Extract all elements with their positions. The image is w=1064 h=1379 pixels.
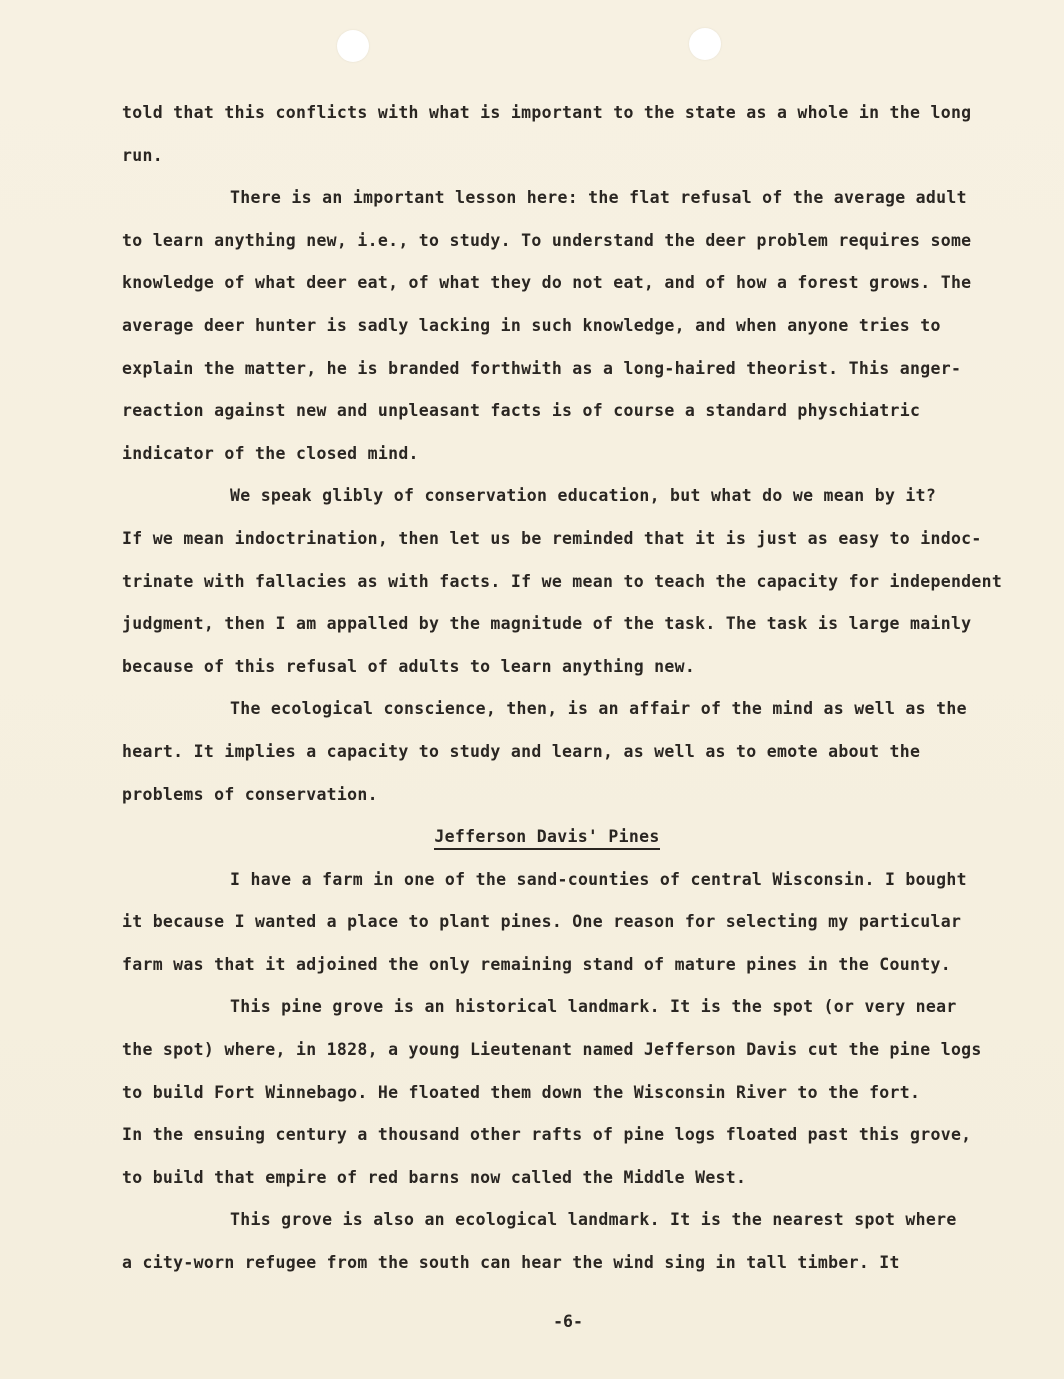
text-line: I have a farm in one of the sand-counties of central Wisconsin. I bought (230, 869, 967, 889)
text-line: a city-worn refugee from the south can hear the wind sing in tall timber. It (122, 1253, 900, 1273)
text-line: There is an important lesson here: the flat refusal of the average adult (230, 188, 967, 208)
text-line: to build Fort Winnebago. He floated them down the Wisconsin River to the fort. (122, 1082, 921, 1102)
text-line: This grove is also an ecological landmark. It is the nearest spot where (230, 1210, 957, 1230)
punch-hole-left (337, 30, 369, 62)
text-line: We speak glibly of conservation education, but what do we mean by it? (230, 486, 937, 506)
section-heading-line (122, 822, 1037, 865)
text-line: farm was that it adjoined the only remaining stand of mature pines in the County. (122, 954, 951, 974)
text-line: the spot) where, in 1828, a young Lieutenant named Jefferson Davis cut the pine logs (122, 1040, 982, 1060)
text-line: heart. It implies a capacity to study and learn, as well as to emote about the (122, 741, 921, 761)
text-line: In the ensuing century a thousand other rafts of pine logs floated past this grove, (122, 1125, 972, 1145)
text-line: run. (122, 145, 163, 165)
text-line: knowledge of what deer eat, of what they do not eat, and of how a forest grows. The (122, 273, 972, 293)
text-line: average deer hunter is sadly lacking in such knowledge, and when anyone tries to (122, 315, 941, 335)
text-line: indicator of the closed mind. (122, 443, 419, 463)
text-line: The ecological conscience, then, is an affair of the mind as well as the (230, 699, 967, 719)
text-line: told that this conflicts with what is important to the state as a whole in the long (122, 103, 972, 122)
text-line: problems of conservation. (122, 784, 378, 804)
page-number: -6- (553, 1312, 583, 1331)
body-text (122, 98, 1037, 1291)
punch-hole-right (689, 28, 721, 60)
text-line: reaction against new and unpleasant facts is of course a standard physchiatric (122, 401, 921, 421)
text-line: explain the matter, he is branded forthwith as a long-haired theorist. This anger- (122, 358, 962, 378)
text-line: If we mean indoctrination, then let us be reminded that it is just as easy to indoc- (122, 528, 982, 548)
text-line: because of this refusal of adults to learn anything new. (122, 656, 696, 676)
text-line: judgment, then I am appalled by the magnitude of the task. The task is large mainly (122, 614, 972, 634)
text-line: to learn anything new, i.e., to study. To understand the deer problem requires some (122, 230, 972, 250)
text-line: to build that empire of red barns now called the Middle West. (122, 1167, 747, 1187)
text-line: it because I wanted a place to plant pines. One reason for selecting my particular (122, 912, 962, 932)
text-line: trinate with fallacies as with facts. If we mean to teach the capacity for independent (122, 571, 1003, 591)
section-heading: Jefferson Davis' Pines (434, 827, 659, 850)
text-line: This pine grove is an historical landmark. It is the spot (or very near (230, 997, 957, 1017)
